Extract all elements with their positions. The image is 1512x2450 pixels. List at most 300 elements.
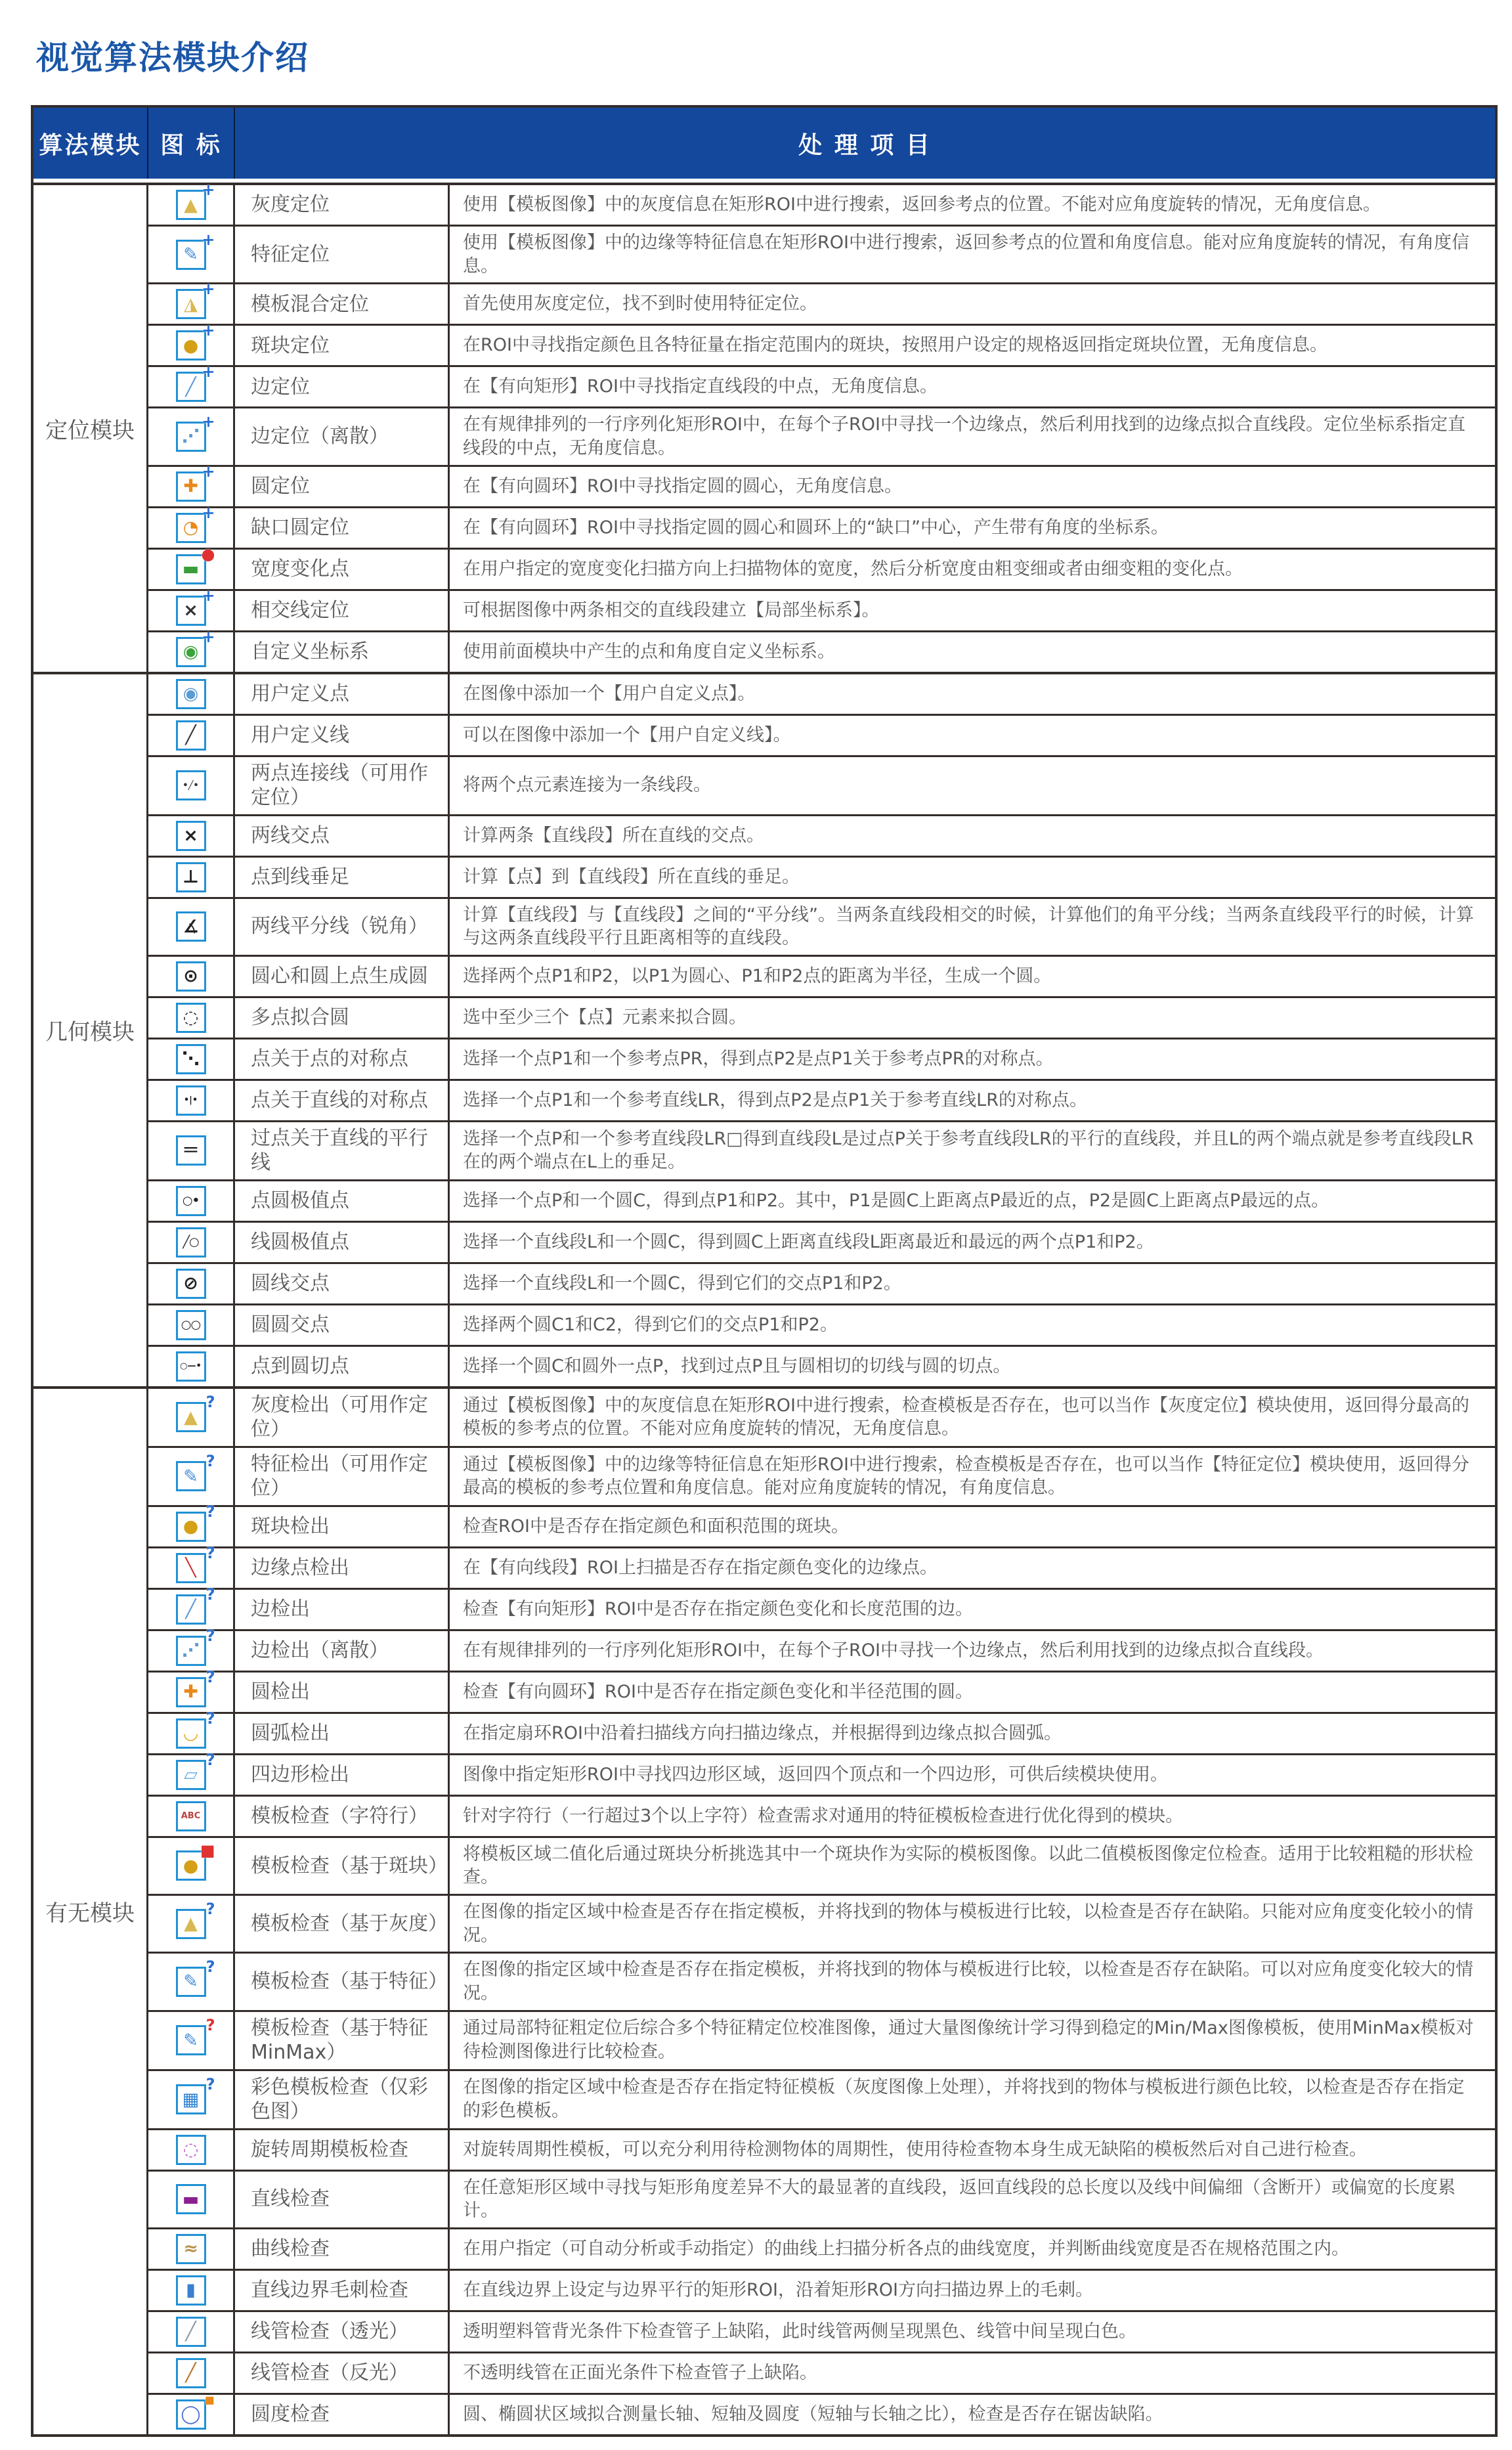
table-row [148,627,1495,672]
icon-glyph: ◉ [183,642,199,662]
icon-glyph: ⊙ [183,966,198,987]
module-cell [33,674,148,1386]
icon-cell [148,1709,235,1753]
icon-cell [148,1122,235,1179]
row-description: 在ROI中寻找指定颜色且各特征量在指定范围内的斑块，按照用户设定的规格返回指定斑块位置，无角度信息。 [463,335,1328,356]
row-description: 在有规律排列的一行序列化矩形ROI中，在每个子ROI中寻找一个边缘点，然后利用找到的边缘点拟合直线段。定位坐标系指定直线段的中点，无角度信息。 [463,414,1465,458]
row-name: 边检出（离散） [235,1631,450,1671]
table-row [148,406,1495,464]
row-name: 斑块定位 [235,326,450,365]
table-row [148,1221,1495,1262]
circle-locate-icon [176,462,215,502]
feature-detect-icon [176,1452,215,1491]
icon-badge: ? [205,1899,215,1918]
icon-glyph: ▬ [182,559,200,579]
table-row [148,1585,1495,1629]
icon-badge: ? [205,2075,215,2093]
icon-glyph: ✎ [183,2030,198,2051]
module-label: 有无模块 [45,1900,135,1927]
table-row [148,2170,1495,2227]
row-description: 将两个点元素连接为一条线段。 [463,775,711,796]
icon-badge: ● [201,544,215,563]
icon-cell [148,816,235,856]
icon-cell [148,1223,235,1262]
icon-glyph: ╱○ [183,1235,199,1249]
icon-cell [148,2353,235,2393]
icon-badge: + [202,230,215,249]
row-name: 点关于点的对称点 [235,1039,450,1079]
edge-detect-discrete-icon [176,1626,215,1666]
row-name: 旋转周期模板检查 [235,2130,450,2170]
row-name: 两线交点 [235,816,450,856]
icon-glyph: ◌ [183,2139,199,2160]
icon-cell [148,227,235,282]
icon-cell [148,408,235,464]
section-rows [148,181,1495,672]
section-rows [148,1389,1495,2434]
table-row [148,2269,1495,2310]
row-name: 模板检查（基于特征MinMax） [235,2012,450,2069]
icon-glyph: ◯ [181,2404,201,2425]
icon-glyph: ╱ [185,1599,196,1620]
table-row [148,1894,1495,1952]
row-name: 点关于直线的对称点 [235,1081,450,1120]
row-name: 直线检查 [235,2172,450,2227]
row-name: 圆心和圆上点生成圆 [235,957,450,996]
rotate-period-template-check-icon [176,2135,206,2165]
icon-badge: ? [205,1502,215,1521]
table-row [148,755,1495,814]
row-name: 多点拟合圆 [235,998,450,1038]
icon-cell [148,1667,235,1712]
line-boundary-burr-check-icon [176,2275,206,2306]
table-row [148,1345,1495,1386]
section-rows [148,674,1495,1386]
row-description: 在图像的指定区域中检查是否存在指定模板，并将找到的物体与模板进行比较，以检查是否存在缺陷。可以对应角度变化较大的情况。 [463,1959,1473,2003]
blob-detect-icon [176,1502,215,1542]
row-description: 选择一个点P和一个圆C，得到点P1和P2。其中，P1是圆C上距离点P最近的点，P2是圆C上距离点P最远的点。 [463,1190,1329,1211]
point-symmetry-point-icon [176,1044,206,1074]
row-name: 两点连接线（可用作定位） [235,757,450,814]
table-row [148,714,1495,755]
table-row [148,1750,1495,1795]
icon-cell [148,1954,235,2009]
header-cell-module: 算法模块 [33,108,148,179]
icon-cell [148,2012,235,2069]
table-row [148,814,1495,856]
table-row [148,181,1495,225]
row-description: 计算两条【直线段】所在直线的交点。 [463,825,764,846]
circle-line-intersection-icon [176,1269,206,1299]
icon-badge: ? [205,1626,215,1645]
icon-glyph: ▲ [184,1407,198,1428]
table-header [33,108,1495,183]
row-description: 通过【模板图像】中的灰度信息在矩形ROI中进行搜索，检查模板是否存在，也可以当作【灰度定位】模块使用，返回得分最高的模板的参考点的位置。不能对应角度旋转的情况，无角度信息。 [463,1395,1469,1439]
row-description: 在【有向线段】ROI上扫描是否存在指定颜色变化的边缘点。 [463,1557,938,1578]
module-label: 几何模块 [45,1019,135,1046]
circle-detect-icon [176,1667,215,1707]
icon-glyph: ▮ [186,2280,196,2301]
icon-glyph: ✎ [183,1466,198,1487]
icon-glyph: ○• [182,1193,200,1208]
icon-cell [148,998,235,1038]
table-row [148,897,1495,955]
point-to-line-foot-icon [176,862,206,892]
table-row [148,1446,1495,1505]
icon-cell [148,2271,235,2310]
icon-cell [148,1797,235,1836]
row-name: 过点关于直线的平行线 [235,1122,450,1179]
row-description: 选择一个直线段L和一个圆C，得到它们的交点P1和P2。 [463,1273,901,1294]
quadrilateral-detect-icon [176,1750,215,1790]
row-description: 使用【模板图像】中的边缘等特征信息在矩形ROI中进行搜索，返回参考点的位置和角度信息。能对应角度旋转的情况，有角度信息。 [463,232,1469,276]
row-name: 曲线检查 [235,2229,450,2269]
icon-cell [148,503,235,548]
icon-cell [148,899,235,955]
icon-cell [148,362,235,406]
row-name: 圆弧检出 [235,1714,450,1753]
icon-badge: + [202,503,215,522]
icon-cell [148,2312,235,2352]
table-body [33,183,1495,2434]
row-name: 边检出 [235,1590,450,1629]
icon-glyph: ○—• [180,1361,202,1372]
table-row [148,544,1495,589]
user-defined-line-icon [176,720,206,751]
row-name: 模板混合定位 [235,284,450,324]
row-name: 斑块检出 [235,1507,450,1546]
header-cell-icon: 图 标 [148,108,235,179]
icon-badge: ? [205,2016,215,2034]
row-name: 自定义坐标系 [235,632,450,672]
icon-badge: ? [205,1585,215,1604]
row-description: 检查ROI中是否存在指定颜色和面积范围的斑块。 [463,1516,849,1537]
icon-badge: ? [205,1393,215,1412]
row-name: 模板检查（基于特征） [235,1954,450,2009]
row-description: 在【有向矩形】ROI中寻找指定直线段的中点，无角度信息。 [463,376,938,397]
table-row [148,2310,1495,2352]
icon-glyph: ● [183,335,199,356]
icon-cell [148,462,235,506]
icon-cell [148,716,235,755]
row-description: 在图像的指定区域中检查是否存在指定特征模板（灰度图像上处理），并将找到的物体与模板进行颜色比较，以检查是否存在指定的彩色模板。 [463,2077,1465,2121]
icon-badge: ? [205,1543,215,1562]
roundness-check-icon [176,2390,215,2430]
edge-locate-icon [176,362,215,402]
icon-badge: + [202,181,215,199]
icon-cell [148,321,235,365]
icon-glyph: ○○ [181,1317,201,1332]
icon-glyph: ● [183,1516,199,1537]
icon-cell [148,1305,235,1345]
module-section [33,183,1495,672]
user-defined-point-icon [176,679,206,709]
row-description: 针对字符行（一行超过3个以上字符）检查需求对通用的特征模板检查进行优化得到的模块。 [463,1805,1184,1826]
icon-badge: + [202,462,215,481]
icon-badge: ? [205,1750,215,1769]
icon-glyph: ▬ [182,2189,200,2210]
row-description: 在图像的指定区域中检查是否存在指定模板，并将找到的物体与模板进行比较，以检查是否存在缺陷。只能对应角度变化较小的情况。 [463,1902,1473,1946]
icon-badge: + [202,586,215,605]
edge-point-detect-icon [176,1543,215,1583]
icon-glyph: ▲ [184,194,198,215]
row-name: 线管检查（透光） [235,2312,450,2352]
icon-cell [148,757,235,814]
row-description: 计算【直线段】与【直线段】之间的“平分线”。当两条直线段相交的时候，计算他们的角平分线；当两条直线段平行的时候，计算与这两条直线段平行且距离相等的直线段。 [463,904,1474,949]
icon-glyph: ⋱ [182,1049,200,1070]
icon-cell [148,1264,235,1303]
row-name: 缺口圆定位 [235,508,450,548]
row-name: 圆圆交点 [235,1305,450,1345]
row-name: 圆定位 [235,467,450,506]
table-row [148,1836,1495,1894]
icon-cell [148,1838,235,1894]
icon-cell [148,1448,235,1505]
icon-cell [148,1181,235,1221]
row-description: 选中至少三个【点】元素来拟合圆。 [463,1007,746,1028]
module-section [33,1386,1495,2434]
row-description: 在指定扇环ROI中沿着扫描线方向扫描边缘点，并根据得到边缘点拟合圆弧。 [463,1722,1062,1743]
row-name: 线圆极值点 [235,1223,450,1262]
icon-glyph: ⊥ [183,867,199,887]
row-description: 在图像中添加一个【用户自定义点】。 [463,683,756,704]
feature-locate-icon [176,230,215,270]
table-row [148,1303,1495,1345]
row-name: 灰度检出（可用作定位） [235,1389,450,1446]
table-row [148,321,1495,365]
table-row [148,2069,1495,2128]
table-row [148,674,1495,714]
blob-locate-icon [176,321,215,361]
row-name: 边定位（离散） [235,408,450,464]
icon-glyph: ◉ [183,684,199,704]
icon-glyph: ◡ [184,1723,198,1744]
module-table [31,105,1498,2437]
table-row [148,1502,1495,1546]
multi-point-fit-circle-icon [176,1003,206,1033]
row-name: 用户定义点 [235,674,450,714]
row-description: 在用户指定（可自动分析或手动指定）的曲线上扫描分析各点的曲线宽度，并判断曲线宽度是否在规格范围之内。 [463,2238,1349,2259]
color-template-check-icon [176,2075,215,2114]
notched-circle-locate-icon [176,503,215,543]
icon-cell [148,674,235,714]
row-description: 选择一个点P1和一个参考直线LR，得到点P2是点P1关于参考直线LR的对称点。 [463,1089,1087,1110]
icon-glyph: ◌ [183,1007,199,1028]
icon-glyph: ● [183,1855,199,1876]
row-description: 使用前面模块中产生的点和角度自定义坐标系。 [463,641,835,662]
row-description: 通过局部特征粗定位后综合多个特征精定位校准图像，通过大量图像统计学习得到稳定的Min/Max图像模板，使用MinMax模板对待检测图像进行比较检查。 [463,2018,1474,2062]
edge-locate-discrete-icon [176,412,215,452]
icon-glyph: ✚ [183,1682,198,1703]
row-name: 点到圆切点 [235,1347,450,1386]
row-description: 不透明线管在正面光条件下检查管子上缺陷。 [463,2362,817,2383]
icon-glyph: ⋰ [182,426,200,447]
header-cell-items: 处 理 项 目 [798,131,932,159]
row-name: 特征定位 [235,227,450,282]
row-description: 在用户指定的宽度变化扫描方向上扫描物体的宽度，然后分析宽度由粗变细或者由细变粗的变化点。 [463,558,1243,579]
module-label: 定位模块 [45,417,135,444]
icon-glyph: ▲ [184,1914,198,1935]
row-name: 模板检查（基于斑块） [235,1838,450,1894]
row-description: 圆、椭圆状区域拟合测量长轴、短轴及圆度（短轴与长轴之比），检查是否存在锯齿缺陷。 [463,2403,1163,2424]
table-row [148,225,1495,282]
table-row [148,1079,1495,1120]
table-row [148,1120,1495,1179]
icon-cell [148,1585,235,1629]
row-name: 圆检出 [235,1673,450,1712]
icon-glyph: ≈ [183,2239,198,2260]
parallel-line-through-point-icon [176,1135,206,1166]
icon-cell [148,2172,235,2227]
icon-cell [148,1347,235,1386]
table-row [148,1952,1495,2009]
table-row [148,2010,1495,2069]
icon-glyph: •|• [183,1095,198,1106]
row-description: 在【有向圆环】ROI中寻找指定圆的圆心，无角度信息。 [463,475,902,496]
table-row [148,2352,1495,2393]
icon-glyph: ▦ [182,2089,200,2110]
template-check-blob-icon [176,1841,215,1881]
row-name: 两线平分线（锐角） [235,899,450,955]
module-cell [33,1389,148,2434]
row-name: 圆度检查 [235,2395,450,2434]
tube-check-frontlight-icon [176,2358,206,2388]
icon-cell [148,1543,235,1588]
icon-glyph: ▱ [184,1764,198,1785]
point-line-symmetry-icon [176,1085,206,1116]
table-row [148,282,1495,324]
icon-glyph: ∡ [183,916,199,937]
table-row [148,1543,1495,1588]
icon-cell [148,1502,235,1546]
template-check-charline-icon [176,1801,206,1831]
icon-glyph: ABC [181,1811,201,1822]
table-row [148,2227,1495,2269]
table-row [148,1262,1495,1303]
row-description: 可以在图像中添加一个【用户自定义线】。 [463,724,791,745]
icon-badge: + [202,412,215,431]
icon-badge: + [202,362,215,382]
icon-glyph: ⋰ [182,1640,200,1661]
icon-badge: ? [205,1667,215,1686]
table-row [148,503,1495,548]
row-description: 对旋转周期性模板，可以充分利用待检测物体的周期性，使用待检查物本身生成无缺陷的模板然后对自己进行检查。 [463,2139,1367,2160]
icon-glyph: ✚ [183,476,198,496]
table-row [148,2128,1495,2170]
module-cell [33,185,148,672]
row-description: 在【有向圆环】ROI中寻找指定圆的圆心和圆环上的“缺口”中心，产生带有角度的坐标系。 [463,517,1169,538]
icon-cell [148,2229,235,2269]
bisector-line-icon [176,911,206,942]
intersecting-lines-locate-icon [176,586,215,626]
table-row [148,1795,1495,1836]
row-description: 透明塑料管背光条件下检查管子上缺陷，此时线管两侧呈现黑色、线管中间呈现白色。 [463,2321,1136,2342]
tube-check-backlight-icon [176,2317,206,2347]
edge-detect-icon [176,1585,215,1625]
row-name: 点圆极值点 [235,1181,450,1221]
template-hybrid-locate-icon [176,280,215,319]
icon-cell [148,2390,235,2434]
icon-cell [148,544,235,589]
row-name: 四边形检出 [235,1755,450,1795]
icon-badge: ■ [200,1841,215,1860]
icon-glyph: × [183,600,198,621]
line-circle-extreme-icon [176,1227,206,1258]
line-check-icon [176,2184,206,2214]
row-description: 使用【模板图像】中的灰度信息在矩形ROI中进行搜索，返回参考点的位置。不能对应角度旋转的情况，无角度信息。 [463,194,1381,215]
row-description: 计算【点】到【直线段】所在直线的垂足。 [463,866,800,887]
row-name: 宽度变化点 [235,550,450,589]
row-description: 首先使用灰度定位，找不到时使用特征定位。 [463,294,817,315]
icon-glyph: ＝ [182,1140,200,1161]
icon-cell [148,1389,235,1446]
icon-glyph: ✎ [183,244,198,265]
row-name: 灰度定位 [235,185,450,225]
icon-glyph: ⊘ [183,1273,198,1294]
table-row [148,586,1495,630]
icon-cell [148,280,235,324]
icon-cell [148,858,235,897]
table-row [148,1038,1495,1079]
table-row [148,1667,1495,1712]
icon-cell [148,2071,235,2128]
icon-badge: + [202,321,215,340]
row-name: 线管检查（反光） [235,2353,450,2393]
module-section [33,672,1495,1386]
row-description: 选择一个点P和一个参考直线段LR□得到直线段L是过点P关于参考直线段LR的平行的直线段，并且L的两个端点就是参考直线段LR在的两个端点在L上的垂足。 [463,1128,1474,1173]
width-change-point-icon [176,544,215,584]
icon-glyph: ╱ [185,376,196,397]
page-title: 视觉算法模块介绍 [36,39,309,77]
icon-badge: + [202,280,215,299]
row-description: 检查【有向矩形】ROI中是否存在指定颜色变化和长度范围的边。 [463,1598,973,1619]
icon-cell [148,2130,235,2170]
row-name: 模板检查（字符行） [235,1797,450,1836]
two-line-intersection-icon [176,821,206,851]
table-row [148,856,1495,897]
circle-circle-intersection-icon [176,1310,206,1340]
row-name: 圆线交点 [235,1264,450,1303]
icon-badge: ? [205,1709,215,1728]
table-row [148,1626,1495,1671]
template-check-feature-icon [176,1957,215,1997]
custom-coordinate-icon [176,627,215,667]
curve-check-icon [176,2234,206,2264]
icon-cell [148,1039,235,1079]
icon-badge: ? [205,1957,215,1976]
icon-cell [148,627,235,672]
row-name: 边定位 [235,367,450,406]
row-name: 边缘点检出 [235,1548,450,1588]
row-name: 相交线定位 [235,591,450,630]
icon-cell [148,1896,235,1952]
icon-glyph: ◮ [184,294,198,315]
table-row [148,955,1495,996]
icon-glyph: ◔ [183,517,199,538]
row-description: 选择两个圆C1和C2，得到它们的交点P1和P2。 [463,1314,838,1335]
row-description: 可根据图像中两条相交的直线段建立【局部坐标系】。 [463,600,880,621]
icon-glyph: ✎ [183,1971,198,1992]
icon-glyph: ╱ [185,725,196,745]
icon-glyph: •╱• [183,780,199,791]
icon-glyph: ╲ [185,1558,196,1579]
row-name: 特征检出（可用作定位） [235,1448,450,1505]
icon-glyph: × [183,825,198,846]
row-description: 选择一个圆C和圆外一点P，找到过点P且与圆相切的切线与圆的切点。 [463,1355,1011,1376]
row-name: 彩色模板检查（仅彩色图） [235,2071,450,2128]
row-name: 直线边界毛刺检查 [235,2271,450,2310]
table-row [148,1389,1495,1446]
